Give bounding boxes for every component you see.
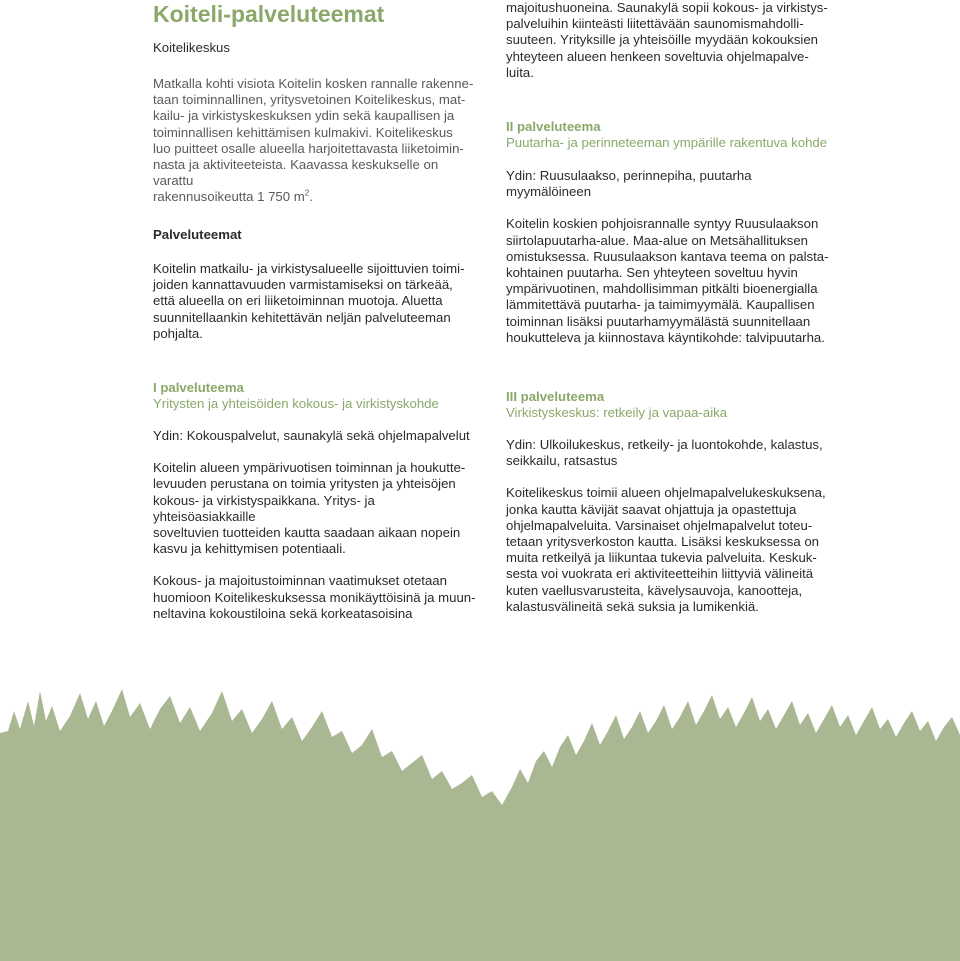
text-line: kohtainen puutarha. Sen yhteyteen soveltuu hyvin [506,265,798,281]
text-fragment: rakennusoikeutta 1 750 m [153,189,305,205]
text-line: Koitelikeskus toimii alueen ohjelmapalvelukeskuksena, [506,485,826,501]
text-line: omistuksessa. Ruusulaakson kantava teema on palsta- [506,248,829,264]
text-line: Ydin: Ruusulaakso, perinnepiha, puutarha [506,168,752,183]
theme1-heading: I palveluteema [153,380,244,395]
text-line: houkutteleva ja kiinnostava käyntikohde: talvipuutarha. [506,329,825,345]
text-line: Matkalla kohti visiota Koitelin kosken rannalle rakenne- [153,76,474,91]
text-line: toiminnallisen kehittämisen kulmakivi. Koitelikeskus [153,124,453,140]
text-line: että alueella on eri liiketoiminnan muotoja. Aluetta [153,293,443,309]
text-line: Ydin: Ulkoilukeskus, retkeily- ja luontokohde, kalastus, [506,437,823,452]
theme3-core [506,437,836,469]
theme2-paragraph [506,216,836,346]
text-line: suuteen. Yrityksille ja yhteisöille myydään kokouksien [506,32,819,48]
theme2-subtitle: Puutarha- ja perinneteeman ympärille rakentuva kohde [506,135,828,150]
theme3-heading: III palveluteema [506,389,605,404]
intro-heading: Koitelikeskus [153,40,230,55]
text-line: palveluihin kiinteästi liitettävään saunomismahdolli- [506,16,804,32]
theme3-section [506,389,836,615]
text-line: majoitushuoneina. Saunakylä sopii kokous- ja virkistys- [506,0,828,15]
text-line: kalastusvälineitä sekä suksia ja lumikenkiä. [506,598,759,614]
text-line: sesta voi vuokrata eri aktiviteetteihin liittyviä välineitä [506,566,814,582]
superscript: 2 [304,189,310,199]
text-line [153,189,481,205]
text-line: huomioon Koitelikeskuksessa monikäyttöisinä ja muun- [153,589,476,605]
text-line: siirtolapuutarha-alue. Maa-alue on Metsähallituksen [506,232,809,248]
text-line: kasvu ja kehittymisen potentiaali. [153,541,346,557]
intro-section [153,40,481,206]
text-line: lämmitettävä puutarha- ja taimimyymälä. Kaupallisen [506,297,815,313]
text-line: soveltuvien tuotteiden kautta saadaan aikaan nopein [153,525,461,541]
theme2-heading: II palveluteema [506,119,601,134]
theme1-paragraph-2 [153,573,481,622]
text-line: ohjelmapalveluita. Varsinaiset ohjelmapalvelut toteu- [506,517,813,533]
theme1-subtitle: Yritysten ja yhteisöiden kokous- ja virkistyskohde [153,396,439,411]
text-line: suunnitellaankin kehitettävän neljän palveluteeman [153,309,451,325]
text-line: Koitelin alueen ympärivuotisen toiminnan ja houkutte- [153,460,466,476]
palveluteemat-paragraph [153,261,481,342]
text-line: Kokous- ja majoitustoiminnan vaatimukset otetaan [153,573,447,589]
text-line: nasta ja aktiviteeteista. Kaavassa keskukselle on varattu [153,157,439,189]
text-line: seikkailu, ratsastus [506,453,618,469]
theme3-subtitle: Virkistyskeskus: retkeily ja vapaa-aika [506,405,728,420]
text-line: luita. [506,64,534,80]
theme1-core: Ydin: Kokouspalvelut, saunakylä sekä ohjelmapalvelut [153,428,470,443]
forest-silhouette-illustration [0,671,960,961]
palveluteemat-heading: Palveluteemat [153,227,242,242]
intro-paragraph [153,76,481,206]
page-title: Koiteli-palveluteemat [153,1,385,27]
palveluteemat-section [153,227,481,342]
text-line: Koitelin matkailu- ja virkistysalueelle sijoittuvien toimi- [153,261,465,276]
text-line: yhteyteen alueen henkeen soveltuvia ohjelmapalve- [506,48,809,64]
theme2-core [506,168,836,200]
text-line: levuuden perustana on toimia yritysten ja yhteisöjen [153,476,456,492]
theme2-section [506,119,836,346]
text-line: Koitelin koskien pohjoisrannalle syntyy Ruusulaakson [506,216,819,232]
text-line: tetaan yritysverkoston kautta. Lisäksi keskuksessa on [506,534,819,550]
text-line: ympärivuotinen, mahdollisimman pitkälti bioenergialla [506,281,818,297]
theme3-paragraph [506,485,836,615]
text-line: kuten vaellusvarusteita, kävelysauvoja, kanootteja, [506,582,803,598]
text-line: luo puitteet osalle alueella harjoitettavasta liiketoimin- [153,140,464,156]
theme1-continued [506,0,836,81]
text-line: kailu- ja virkistyskeskuksen ydin sekä kaupallisen ja [153,108,455,124]
text-line: muita retkeilyä ja liikuntaa tukevia palveluita. Keskuk- [506,550,817,566]
theme1-paragraph-1 [153,460,481,557]
text-line: jonka kautta kävijät saavat ohjattuja ja opastettuja [506,501,797,517]
forest-shape [0,689,960,961]
text-line: joiden kannattavuuden varmistamiseksi on tärkeää, [153,277,453,293]
text-fragment: . [309,189,313,205]
text-line: pohjalta. [153,325,203,341]
text-line: kokous- ja virkistyspaikkana. Yritys- ja yhteisöasiakkaille [153,492,375,524]
text-line: toiminnan lisäksi puutarhamyymälästä suunnitellaan [506,313,811,329]
text-line: neltavina kokoustiloina sekä korkeatasoisina [153,605,413,621]
text-line: taan toiminnallinen, yritysvetoinen Koitelikeskus, mat- [153,92,466,108]
theme1-section [153,380,481,622]
text-line: myymälöineen [506,184,592,200]
